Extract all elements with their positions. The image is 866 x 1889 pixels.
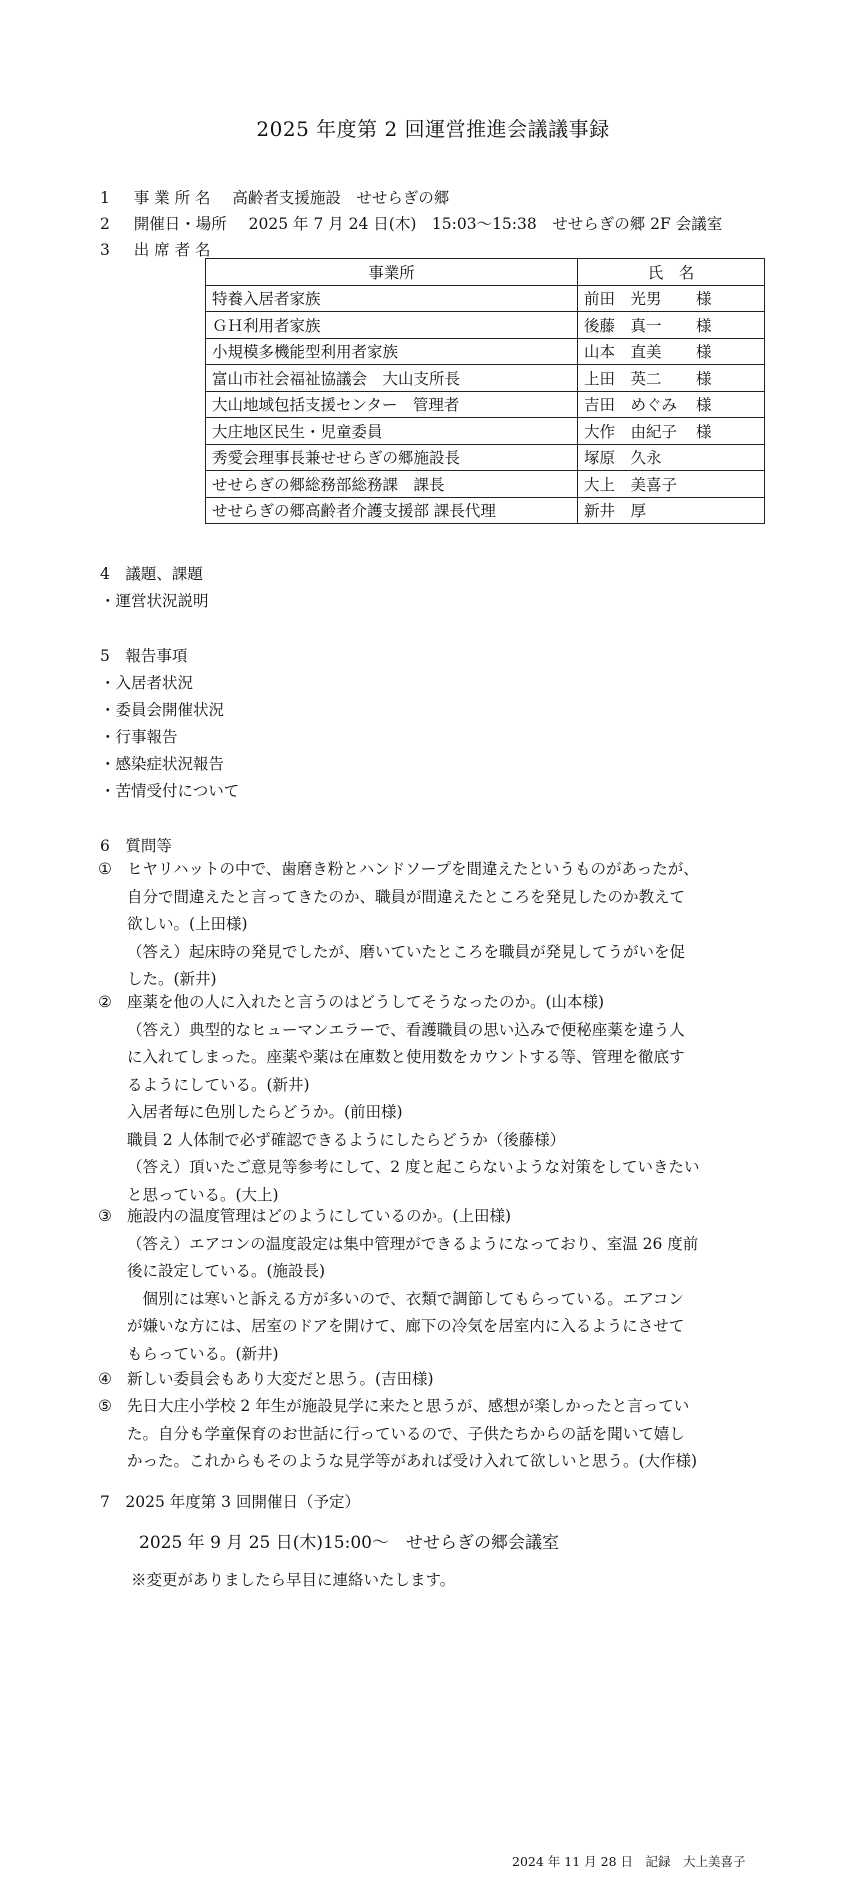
column-header-org: 事業所: [206, 259, 578, 286]
honorific: 様: [696, 422, 712, 441]
header-item-label: 出 席 者 名: [133, 241, 211, 259]
header-item-number: 3: [100, 241, 110, 259]
header-item-label: 開催日・場所: [133, 215, 227, 233]
attendee-table: [205, 258, 765, 524]
table-row: [206, 285, 765, 312]
attendee-name: 前田 光男: [584, 290, 662, 309]
table-row: [206, 444, 765, 471]
text-line: が嫌いな方には、居室のドアを開けて、廊下の冷気を居室内に入るようにさせて: [127, 1317, 685, 1335]
org-cell: 大庄地区民生・児童委員: [206, 418, 578, 445]
next-meeting-date: 2025 年 9 月 25 日(木)15:00～ せせらぎの郷会議室: [139, 1533, 559, 1553]
list-item: ・入居者状況: [100, 674, 194, 692]
name-cell: [578, 312, 765, 339]
text-line: かった。これからもそのような見学等があれば受け入れて欲しいと思う。(大作様): [127, 1452, 698, 1470]
honorific: 様: [696, 369, 712, 388]
header-item-number: 1: [100, 189, 110, 207]
text-line: ヒヤリハットの中で、歯磨き粉とハンドソープを間違えたというものがあったが、: [127, 860, 699, 878]
question-5-mark: ⑤: [98, 1397, 112, 1415]
table-row: [206, 312, 765, 339]
text-line: （答え）起床時の発見でしたが、磨いていたところを職員が発見してうがいを促: [127, 942, 686, 961]
question-1-mark: ①: [98, 860, 112, 878]
text-line: した。(新井): [127, 970, 217, 988]
honorific: 様: [696, 343, 712, 362]
text-line: 欲しい。(上田様): [127, 915, 248, 933]
text-line: 後に設定している。(施設長): [127, 1262, 326, 1280]
list-item: ・行事報告: [100, 728, 178, 746]
org-cell: せせらぎの郷総務部総務課 課長: [206, 471, 578, 498]
attendee-name: 大作 由紀子: [584, 422, 678, 441]
text-line: もらっている。(新井): [127, 1344, 279, 1363]
list-item: ・委員会開催状況: [100, 701, 225, 719]
table-row: [206, 365, 765, 392]
org-cell: 小規模多機能型利用者家族: [206, 338, 578, 365]
attendee-name: 山本 直美: [584, 343, 662, 362]
text-line: るようにしている。(新井): [127, 1075, 310, 1094]
honorific: 様: [696, 396, 712, 415]
column-header-name: 氏 名: [578, 259, 765, 286]
section-6-heading: 6 質問等: [100, 837, 172, 855]
text-line: 入居者毎に色別したらどうか。(前田様): [127, 1103, 403, 1121]
question-2-mark: ②: [98, 993, 112, 1011]
header-item-label: 事 業 所 名: [133, 189, 211, 207]
text-line: 先日大庄小学校 2 年生が施設見学に来たと思うが、感想が楽しかったと言ってい: [127, 1397, 690, 1415]
list-item: ・苦情受付について: [100, 782, 240, 800]
org-cell: ＧＨ利用者家族: [206, 312, 578, 339]
header-item-value: 高齢者支援施設 せせらぎの郷: [232, 189, 450, 207]
question-2-text: [127, 989, 767, 1209]
text-line: と思っている。(大上): [127, 1185, 279, 1204]
table-row: [206, 418, 765, 445]
list-item: ・感染症状況報告: [100, 755, 225, 773]
question-4-text: [127, 1366, 767, 1394]
org-cell: 秀愛会理事長兼せせらぎの郷施設長: [206, 444, 578, 471]
text-line: た。自分も学童保育のお世話に行っているので、子供たちからの話を聞いて嬉し: [127, 1424, 685, 1443]
honorific: 様: [696, 290, 712, 309]
header-item-3: [100, 238, 211, 260]
text-line: 座薬を他の人に入れたと言うのはどうしてそうなったのか。(山本様): [127, 993, 605, 1011]
question-4-mark: ④: [98, 1370, 112, 1388]
org-cell: せせらぎの郷高齢者介護支援部 課長代理: [206, 497, 578, 524]
attendee-name: 上田 英二: [584, 369, 662, 388]
section-7-heading: 7 2025 年度第 3 回開催日（予定）: [100, 1493, 360, 1511]
table-header-row: [206, 259, 765, 286]
text-line: （答え）典型的なヒューマンエラーで、看護職員の思い込みで便秘座薬を違う人: [127, 1020, 685, 1039]
document-title: 2025 年度第 2 回運営推進会議議事録: [256, 117, 610, 141]
name-cell: [578, 497, 765, 524]
list-item: ・運営状況説明: [100, 592, 209, 610]
name-cell: [578, 365, 765, 392]
org-cell: 富山市社会福祉協議会 大山支所長: [206, 365, 578, 392]
text-line: 新しい委員会もあり大変だと思う。(吉田様): [127, 1370, 434, 1388]
header-item-1: [100, 186, 449, 208]
text-line: （答え）頂いたご意見等参考にして、2 度と起こらないような対策をしていきたい: [127, 1158, 700, 1176]
header-item-value: 2025 年 7 月 24 日(木) 15:03～15:38 せせらぎの郷 2F 会議室: [248, 215, 723, 233]
name-cell: [578, 444, 765, 471]
table-row: [206, 471, 765, 498]
section-4-heading: 4 議題、課題: [100, 565, 203, 583]
text-line: 施設内の温度管理はどのようにしているのか。(上田様): [127, 1207, 512, 1225]
attendee-name: 後藤 真一: [584, 316, 662, 335]
name-cell: [578, 391, 765, 418]
attendee-name: 吉田 めぐみ: [584, 396, 678, 415]
attendee-name: 塚原 久永: [584, 449, 662, 468]
attendee-name: 新井 厚: [584, 502, 647, 521]
text-line: 職員 2 人体制で必ず確認できるようにしたらどうか（後藤様）: [127, 1130, 566, 1149]
org-cell: 特養入居者家族: [206, 285, 578, 312]
section-5-heading: 5 報告事項: [100, 647, 188, 665]
name-cell: [578, 285, 765, 312]
text-line: （答え）エアコンの温度設定は集中管理ができるようになっており、室温 26 度前: [127, 1234, 699, 1253]
text-line: 自分で間違えたと言ってきたのか、職員が間違えたところを発見したのか教えて: [127, 887, 686, 906]
question-1-text: [127, 856, 767, 994]
attendee-name: 大上 美喜子: [584, 475, 678, 494]
text-line: に入れてしまった。座薬や薬は在庫数と使用数をカウントする等、管理を徹底す: [127, 1048, 685, 1066]
honorific: 様: [696, 316, 712, 335]
table-row: [206, 391, 765, 418]
question-3-mark: ③: [98, 1207, 112, 1225]
name-cell: [578, 418, 765, 445]
name-cell: [578, 338, 765, 365]
table-row: [206, 338, 765, 365]
question-3-text: [127, 1203, 767, 1368]
question-5-text: [127, 1393, 767, 1476]
table-row: [206, 497, 765, 524]
change-note: ※変更がありましたら早目に連絡いたします。: [131, 1571, 456, 1589]
record-footer: 2024 年 11 月 28 日 記録 大上美喜子: [512, 1854, 746, 1869]
text-line: 個別には寒いと訴える方が多いので、衣類で調節してもらっている。エアコン: [127, 1289, 684, 1308]
header-item-2: [100, 212, 722, 234]
org-cell: 大山地域包括支援センター 管理者: [206, 391, 578, 418]
header-item-number: 2: [100, 215, 110, 233]
name-cell: [578, 471, 765, 498]
